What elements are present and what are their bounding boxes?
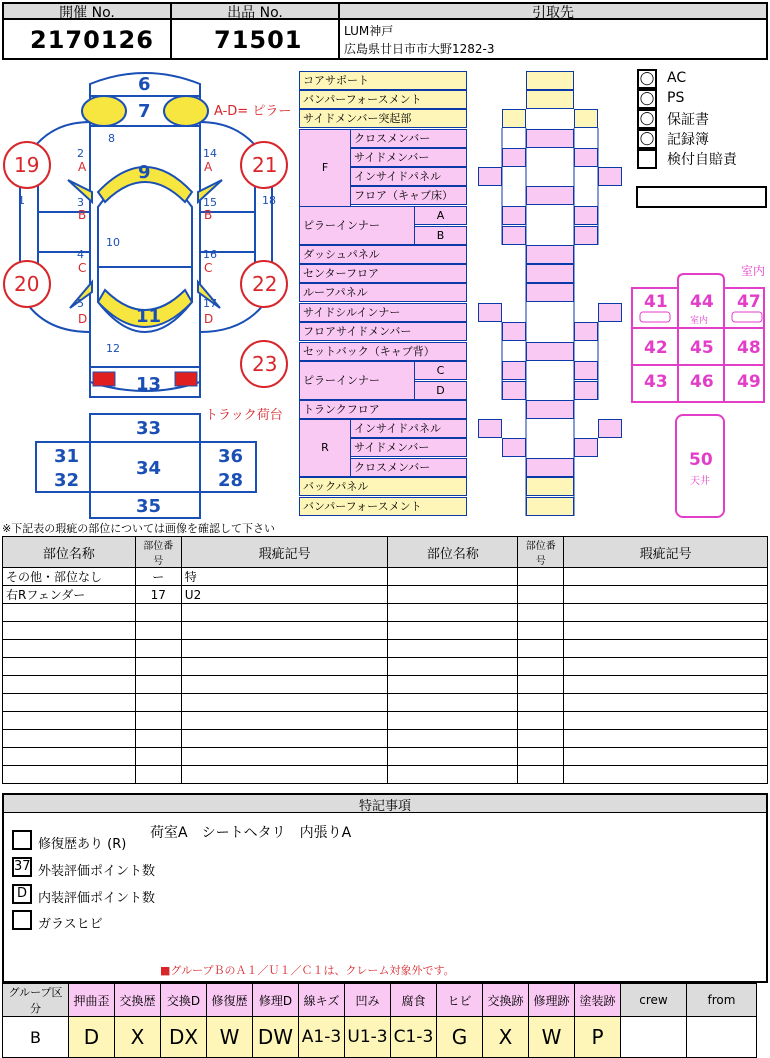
interior-50-sub: 天井: [690, 476, 710, 487]
part-4: 4: [77, 248, 84, 261]
record-label: 記録簿: [667, 132, 709, 148]
interior-points-box[interactable]: D: [12, 884, 32, 904]
interior-44: 44: [690, 292, 714, 312]
interior-43: 43: [644, 372, 668, 392]
exterior-label: 外装評価ポイント数: [38, 864, 156, 879]
col-no-1: 部位番号: [135, 537, 181, 568]
glass-checkbox[interactable]: [12, 910, 32, 930]
interior-47: 47: [737, 292, 761, 312]
gh-9: ヒビ: [437, 984, 483, 1017]
struct-bumper-force-2: バンパーフォースメント: [299, 497, 467, 516]
hikitori-name: LUM神戸: [344, 24, 394, 38]
pict-outline: [470, 70, 630, 520]
part-13: 13: [136, 374, 162, 395]
damage-header-row: [3, 537, 768, 568]
col-code-2: 瑕疵記号: [564, 537, 768, 568]
interior-41: 41: [644, 292, 668, 312]
gv-3: DX: [161, 1017, 207, 1058]
interior-46: 46: [690, 372, 714, 392]
kaisai-label: 開催 No.: [59, 5, 115, 21]
struct-pi1-a: A: [414, 206, 467, 225]
col-no-2: 部位番号: [518, 537, 564, 568]
part-15: 15: [203, 196, 217, 209]
kaisai-value: 2170126: [30, 26, 154, 54]
truck-36: 36: [218, 446, 244, 467]
equipment-blank-field[interactable]: [636, 186, 767, 208]
part-9: 9: [138, 162, 151, 183]
interior-48: 48: [737, 338, 761, 358]
part-7: 7: [138, 101, 151, 122]
struct-core-support: コアサポート: [299, 71, 467, 90]
table-row: [3, 766, 768, 784]
gh-8: 腐食: [391, 984, 437, 1017]
hikitori-address: 広島県廿日市市大野1282-3: [344, 42, 495, 56]
gv-5: DW: [253, 1017, 299, 1058]
pillar-a-right: A: [204, 160, 213, 174]
struct-setback: セットバック（キャブ背）: [299, 342, 467, 361]
struct-floor-side: フロアサイドメンバー: [299, 322, 467, 341]
spare-23: 23: [252, 352, 278, 376]
pillar-a-left: A: [78, 160, 87, 174]
damage-note: ※下記表の瑕疵の部位については画像を確認して下さい: [2, 522, 275, 535]
interior-50: 50: [689, 450, 713, 470]
struct-pillar-inner-1: [299, 206, 415, 245]
part-18: 18: [262, 194, 276, 207]
remarks-text: 荷室A シートヘタリ 内張りA: [150, 825, 352, 841]
gv-2: X: [115, 1017, 161, 1058]
gh-4: 修復歴: [207, 984, 253, 1017]
struct-pi2-c: C: [414, 361, 467, 380]
truck-35: 35: [136, 496, 162, 517]
struct-side-sill: サイドシルインナー: [299, 303, 467, 322]
shuppin-value: 71501: [214, 26, 303, 54]
part-12: 12: [106, 342, 120, 355]
grades-header-row: [3, 984, 757, 1017]
group-note: ■グループＢのＡ１／Ｕ１／Ｃ１は、クレーム対象外です。: [160, 964, 455, 977]
gv-14: [687, 1017, 757, 1058]
gh-14: from: [687, 984, 757, 1017]
exterior-points-box[interactable]: 37: [12, 857, 32, 877]
glass-label: ガラスヒビ: [38, 917, 103, 932]
table-row: [3, 730, 768, 748]
gh-2: 交換歴: [115, 984, 161, 1017]
part-6: 6: [138, 74, 151, 95]
struct-pillar-inner-1-label: ピラーインナー: [303, 219, 380, 232]
truck-32: 32: [54, 470, 80, 491]
pillar-d-right: D: [204, 312, 214, 326]
hikitori-label: 引取先: [532, 5, 574, 21]
ps-label: PS: [667, 90, 685, 106]
ac-checkbox[interactable]: ◯: [637, 69, 657, 89]
table-row: [3, 622, 768, 640]
gv-4: W: [207, 1017, 253, 1058]
remarks-title: 特記事項: [358, 799, 411, 814]
table-row: [3, 748, 768, 766]
gh-10: 交換跡: [483, 984, 529, 1017]
part-2: 2: [77, 147, 84, 160]
pillar-c-left: C: [78, 261, 87, 275]
gv-13: [621, 1017, 687, 1058]
pillar-b-left: B: [78, 208, 87, 222]
table-row: [3, 568, 768, 586]
struct-dash: ダッシュパネル: [299, 245, 467, 264]
gh-13: crew: [621, 984, 687, 1017]
struct-pi2-d: D: [414, 381, 467, 400]
col-code-1: 瑕疵記号: [181, 537, 388, 568]
struct-r-side: サイドメンバー: [350, 438, 467, 457]
struct-r-group: [299, 419, 351, 477]
interior-42: 42: [644, 338, 668, 358]
row2-no: 17: [135, 586, 181, 604]
struct-f-label: F: [321, 161, 329, 174]
interior-note: 室内: [741, 264, 766, 278]
ac-label: AC: [667, 70, 687, 86]
struct-roof: ルーフパネル: [299, 283, 467, 302]
struct-r-label: R: [321, 441, 329, 454]
insurance-label: 検付自賠責: [667, 152, 737, 168]
interior-label: 内装評価ポイント数: [38, 891, 156, 906]
gv-10: X: [483, 1017, 529, 1058]
gh-6: 線キズ: [299, 984, 345, 1017]
gh-5: 修理D: [253, 984, 299, 1017]
gv-7: U1-3: [345, 1017, 391, 1058]
interior-49: 49: [737, 372, 761, 392]
col-name-2: 部位名称: [388, 537, 518, 568]
row1-name: その他・部位なし: [3, 568, 136, 586]
gv-1: D: [69, 1017, 115, 1058]
gh-7: 凹み: [345, 984, 391, 1017]
wheel-19: 19: [14, 153, 40, 177]
gh-0: グループ区分: [3, 984, 69, 1017]
col-name-1: 部位名称: [3, 537, 136, 568]
struct-pillar-inner-2: [299, 361, 415, 400]
gv-6: A1-3: [299, 1017, 345, 1058]
row1-code: 特: [181, 568, 388, 586]
pillar-note: A-D= ピラー: [214, 104, 292, 119]
repair-checkbox[interactable]: [12, 830, 32, 850]
table-row: [3, 676, 768, 694]
wheel-20: 20: [14, 272, 40, 296]
struct-back-panel: バックパネル: [299, 477, 467, 496]
row2-code: U2: [181, 586, 388, 604]
truck-34: 34: [136, 458, 162, 479]
gv-0: B: [3, 1017, 69, 1058]
part-3: 3: [77, 196, 84, 209]
shuppin-label: 出品 No.: [227, 5, 283, 21]
truck-31: 31: [54, 446, 80, 467]
truck-note: トラック荷台: [205, 408, 283, 423]
part-17: 17: [203, 297, 217, 310]
struct-pi1-b: B: [414, 226, 467, 245]
record-checkbox[interactable]: ◯: [637, 129, 657, 149]
interior-44-sub: 室内: [690, 316, 709, 326]
struct-bumper-force-1: バンパーフォースメント: [299, 90, 467, 109]
struct-r-inside: インサイドパネル: [350, 419, 467, 438]
interior-45: 45: [690, 338, 714, 358]
table-row: [3, 694, 768, 712]
table-row: [3, 712, 768, 730]
struct-center-floor: センターフロア: [299, 264, 467, 283]
struct-f-side: サイドメンバー: [350, 148, 467, 167]
part-8: 8: [108, 132, 115, 145]
truck-28: 28: [218, 470, 244, 491]
gh-3: 交換D: [161, 984, 207, 1017]
gv-8: C1-3: [391, 1017, 437, 1058]
table-row: [3, 640, 768, 658]
part-10: 10: [106, 236, 120, 249]
pillar-d-left: D: [78, 312, 88, 326]
table-row: [3, 604, 768, 622]
part-16: 16: [203, 248, 217, 261]
part-14: 14: [203, 147, 217, 160]
part-1: 1: [18, 194, 25, 207]
warranty-checkbox[interactable]: ◯: [637, 109, 657, 129]
warranty-label: 保証書: [667, 112, 709, 128]
grades-value-row: [3, 1017, 757, 1058]
row2-name: 右Rフェンダー: [3, 586, 136, 604]
table-row: [3, 586, 768, 604]
insurance-checkbox[interactable]: [637, 149, 657, 169]
gh-11: 修理跡: [529, 984, 575, 1017]
struct-f-floor: フロア（キャブ床）: [350, 186, 467, 205]
gh-1: 押曲歪: [69, 984, 115, 1017]
part-5: 5: [77, 297, 84, 310]
part-11: 11: [136, 306, 162, 327]
wheel-21: 21: [252, 153, 278, 177]
repair-label: 修復歴あり (R): [38, 837, 127, 852]
gh-12: 塗装跡: [575, 984, 621, 1017]
struct-f-inside: インサイドパネル: [350, 167, 467, 186]
ps-checkbox[interactable]: ◯: [637, 89, 657, 109]
gv-9: G: [437, 1017, 483, 1058]
gv-11: W: [529, 1017, 575, 1058]
struct-r-cross: クロスメンバー: [350, 458, 467, 477]
pillar-c-right: C: [204, 261, 213, 275]
grades-table: [2, 983, 757, 1058]
row1-no: ー: [135, 568, 181, 586]
struct-pillar-inner-2-label: ピラーインナー: [303, 374, 380, 387]
struct-trunk-floor: トランクフロア: [299, 400, 467, 419]
damage-table: [2, 536, 768, 784]
wheel-22: 22: [252, 272, 278, 296]
table-row: [3, 658, 768, 676]
pillar-b-right: B: [204, 208, 213, 222]
gv-12: P: [575, 1017, 621, 1058]
struct-side-member-tip: サイドメンバー突起部: [299, 109, 467, 128]
struct-f-cross: クロスメンバー: [350, 129, 467, 148]
truck-33: 33: [136, 418, 162, 439]
struct-f-group: [299, 129, 351, 207]
